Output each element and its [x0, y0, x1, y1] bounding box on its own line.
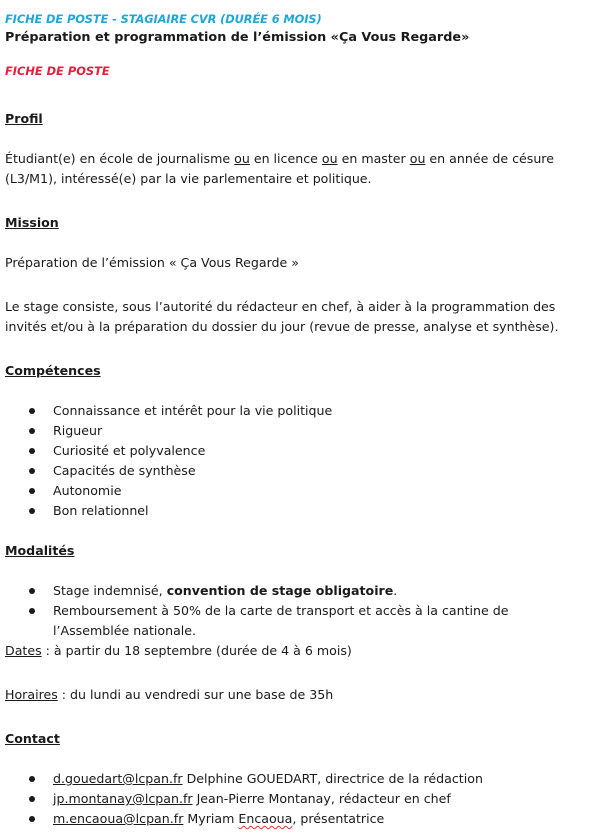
profil-line-1: Étudiant(e) en école de journalisme ou en licence ou en master ou en année de césure	[5, 151, 554, 166]
list-item: Autonomie	[53, 483, 122, 498]
email-link[interactable]: m.encaoua@lcpan.fr	[53, 811, 184, 826]
bullet-icon	[29, 448, 35, 454]
bullet-icon	[29, 468, 35, 474]
contact-item-3: m.encaoua@lcpan.fr Myriam Encaoua, présentatrice	[53, 811, 385, 826]
modalites-heading: Modalités	[5, 543, 75, 558]
doc-label: FICHE DE POSTE	[5, 64, 110, 78]
bullet-icon	[29, 796, 35, 802]
spellcheck-flagged-name: Encaoua	[238, 811, 293, 826]
bullet-icon	[29, 408, 35, 414]
modalites-item-2-line-1: Remboursement à 50% de la carte de transport et accès à la cantine de	[53, 603, 509, 618]
bullet-icon	[29, 488, 35, 494]
list-item: Curiosité et polyvalence	[53, 443, 206, 458]
profil-heading: Profil	[5, 111, 43, 126]
profil-line-2: (L3/M1), intéressé(e) par la vie parlementaire et politique.	[5, 171, 372, 186]
mission-paragraph-2-line-1: Le stage consiste, sous l’autorité du rédacteur en chef, à aider à la programmation des	[5, 299, 556, 314]
list-item: Connaissance et intérêt pour la vie politique	[53, 403, 333, 418]
competences-heading: Compétences	[5, 363, 101, 378]
bullet-icon	[29, 588, 35, 594]
modalites-item-1: Stage indemnisé, convention de stage obligatoire.	[53, 583, 398, 598]
list-item: Rigueur	[53, 423, 103, 438]
contact-heading: Contact	[5, 731, 60, 746]
dates-line: Dates : à partir du 18 septembre (durée de 4 à 6 mois)	[5, 643, 352, 658]
contact-item-1: d.gouedart@lcpan.fr Delphine GOUEDART, directrice de la rédaction	[53, 771, 483, 786]
bullet-icon	[29, 508, 35, 514]
bullet-icon	[29, 608, 35, 614]
job-title: Préparation et programmation de l’émission «Ça Vous Regarde»	[5, 30, 470, 45]
mission-heading: Mission	[5, 215, 59, 230]
email-link[interactable]: jp.montanay@lcpan.fr	[53, 791, 193, 806]
email-link[interactable]: d.gouedart@lcpan.fr	[53, 771, 183, 786]
bullet-icon	[29, 428, 35, 434]
job-kicker: FICHE DE POSTE - STAGIAIRE CVR (DURÉE 6 MOIS)	[5, 12, 322, 26]
bullet-icon	[29, 776, 35, 782]
list-item: Bon relationnel	[53, 503, 149, 518]
list-item: Capacités de synthèse	[53, 463, 196, 478]
contact-item-2: jp.montanay@lcpan.fr Jean-Pierre Montanay, rédacteur en chef	[53, 791, 451, 806]
bullet-icon	[29, 816, 35, 822]
mission-paragraph-1: Préparation de l’émission « Ça Vous Regarde »	[5, 255, 299, 270]
modalites-item-2-line-2: l’Assemblée nationale.	[53, 623, 197, 638]
mission-paragraph-2-line-2: invités et/ou à la préparation du dossier du jour (revue de presse, analyse et synthèse).	[5, 319, 559, 334]
horaires-line: Horaires : du lundi au vendredi sur une base de 35h	[5, 687, 334, 702]
